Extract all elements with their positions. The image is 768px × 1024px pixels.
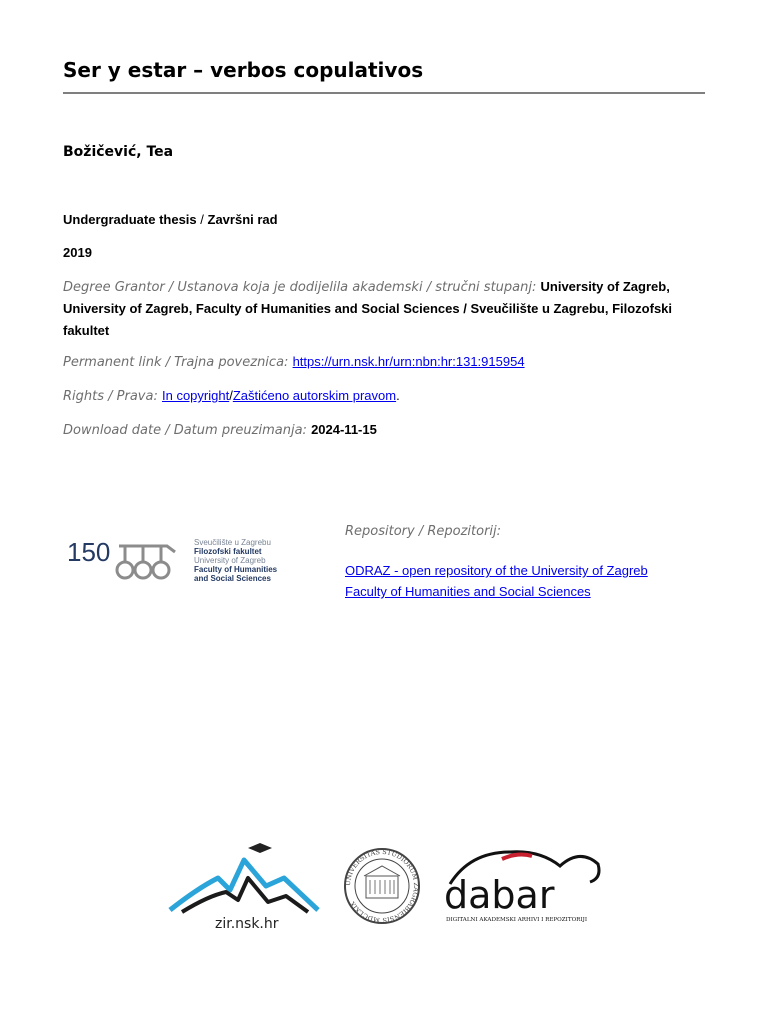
grantor-label: Degree Grantor / Ustanova koja je dodijelila akademski / stručni stupanj: <box>63 280 537 295</box>
permanent-link <box>63 351 693 373</box>
separator: / <box>229 388 233 403</box>
grantor-value-hr: Sveučilište u Zagrebu, Filozofski fakultet <box>63 301 673 338</box>
faculty-logo-text <box>194 538 277 583</box>
download-date-value: 2024-11-15 <box>311 422 377 437</box>
logo-line-2: Filozofski fakultet <box>194 547 262 556</box>
download-date <box>63 419 693 441</box>
author: Božičević, Tea <box>63 144 174 160</box>
rights <box>63 385 693 407</box>
logo-line-1: Sveučilište u Zagrebu <box>194 538 271 547</box>
dabar-text: dabar <box>444 873 555 917</box>
rights-link-en[interactable]: In copyright <box>161 388 230 403</box>
logo-line-3: University of Zagreb <box>194 556 266 565</box>
rights-link-hr[interactable]: Zaštićeno autorskim pravom <box>232 388 397 403</box>
thesis-type <box>63 209 693 231</box>
year <box>63 242 693 264</box>
rights-label: Rights / Prava: <box>63 389 158 404</box>
permalink-url-link[interactable]: https://urn.nsk.hr/urn:nbn:hr:131:915954 <box>292 354 525 369</box>
zir-text: zir.nsk.hr <box>215 916 279 932</box>
logo-line-5: and Social Sciences <box>194 574 271 583</box>
anniversary-number: 150 <box>67 537 111 567</box>
faculty-150-graphic <box>63 532 193 588</box>
degree-grantor <box>63 276 693 342</box>
repository-link[interactable]: ODRAZ - open repository of the University of Zagreb Faculty of Humanities and Social Sciences <box>345 563 648 599</box>
university-seal <box>342 846 422 926</box>
download-label: Download date / Datum preuzimanja: <box>63 423 307 438</box>
logo-line-4: Faculty of Humanities <box>194 565 278 574</box>
permalink-label: Permanent link / Trajna poveznica: <box>63 355 289 370</box>
graduation-cap-icon <box>248 843 272 853</box>
repository-link-wrap <box>345 561 685 603</box>
building-icon <box>366 876 398 898</box>
faculty-logo <box>63 532 319 588</box>
thesis-type-en: Undergraduate thesis <box>63 212 197 227</box>
title-rule <box>63 92 705 94</box>
document-title: Ser y estar – verbos copulativos <box>63 58 424 82</box>
dabar-logo <box>440 844 606 928</box>
seal-text: UNIVERSITAS STUDIORUM ZAGRABIENSIS MDCLXIX <box>343 847 421 925</box>
grantor-value-en: University of Zagreb, University of Zagreb, Faculty of Humanities and Social Sciences <box>63 279 670 316</box>
separator: / <box>196 212 208 227</box>
dabar-subtitle: DIGITALNI AKADEMSKI ARHIVI I REPOZITORIJI <box>446 917 588 923</box>
zir-logo <box>168 838 344 934</box>
repository-label: Repository / Repozitorij: <box>345 524 502 539</box>
period: . <box>396 388 400 403</box>
separator: / <box>459 301 471 316</box>
thesis-type-hr: Završni rad <box>207 212 278 227</box>
year-value: 2019 <box>63 245 92 260</box>
